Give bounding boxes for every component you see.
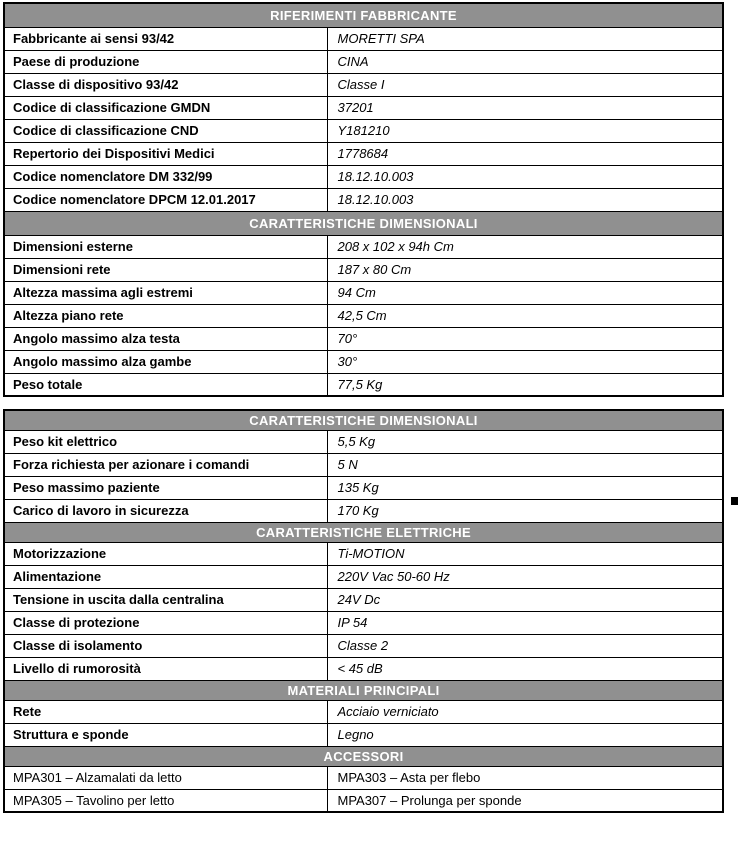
spec-label-cell: Struttura e sponde bbox=[4, 723, 327, 746]
spec-value-cell: 5 N bbox=[327, 453, 723, 476]
spec-label-cell: Codice nomenclatore DM 332/99 bbox=[4, 165, 327, 188]
table-row bbox=[4, 281, 723, 304]
table-row bbox=[4, 766, 723, 789]
spec-label-cell: Carico di lavoro in sicurezza bbox=[4, 499, 327, 522]
table-row bbox=[4, 634, 723, 657]
table-row bbox=[4, 789, 723, 812]
section-header-row bbox=[4, 211, 723, 235]
spec-value-cell: CINA bbox=[327, 50, 723, 73]
spec-label-cell: Peso totale bbox=[4, 373, 327, 396]
accessory-cell-right: MPA307 – Prolunga per sponde bbox=[327, 789, 723, 812]
table-row bbox=[4, 565, 723, 588]
section-header-caratteristiche-dimensionali: CARATTERISTICHE DIMENSIONALI bbox=[4, 410, 723, 430]
spec-value-cell: IP 54 bbox=[327, 611, 723, 634]
spec-label-cell: Codice di classificazione CND bbox=[4, 119, 327, 142]
spec-value-cell: 42,5 Cm bbox=[327, 304, 723, 327]
table-row bbox=[4, 657, 723, 680]
spec-value-cell: Acciaio verniciato bbox=[327, 700, 723, 723]
table-row bbox=[4, 588, 723, 611]
table-row bbox=[4, 119, 723, 142]
spec-value-cell: Classe 2 bbox=[327, 634, 723, 657]
table-row bbox=[4, 235, 723, 258]
table-row bbox=[4, 50, 723, 73]
accessory-cell-right: MPA303 – Asta per flebo bbox=[327, 766, 723, 789]
spec-label-cell: Peso kit elettrico bbox=[4, 430, 327, 453]
section-header-row bbox=[4, 746, 723, 766]
spec-value-cell: 18.12.10.003 bbox=[327, 165, 723, 188]
spec-value-cell: 94 Cm bbox=[327, 281, 723, 304]
spec-value-cell: 208 x 102 x 94h Cm bbox=[327, 235, 723, 258]
spec-label-cell: Classe di dispositivo 93/42 bbox=[4, 73, 327, 96]
spec-value-cell: Classe I bbox=[327, 73, 723, 96]
spec-value-cell: 70° bbox=[327, 327, 723, 350]
spec-value-cell: Ti-MOTION bbox=[327, 542, 723, 565]
spec-label-cell: Fabbricante ai sensi 93/42 bbox=[4, 27, 327, 50]
spec-label-cell: Classe di isolamento bbox=[4, 634, 327, 657]
section-header-caratteristiche-elettriche: CARATTERISTICHE ELETTRICHE bbox=[4, 522, 723, 542]
spec-label-cell: Dimensioni esterne bbox=[4, 235, 327, 258]
spec-label-cell: Livello di rumorosità bbox=[4, 657, 327, 680]
spec-label-cell: Codice nomenclatore DPCM 12.01.2017 bbox=[4, 188, 327, 211]
spec-label-cell: Repertorio dei Dispositivi Medici bbox=[4, 142, 327, 165]
spec-value-cell: 220V Vac 50-60 Hz bbox=[327, 565, 723, 588]
spec-label-cell: Classe di protezione bbox=[4, 611, 327, 634]
table-row bbox=[4, 499, 723, 522]
table-row bbox=[4, 373, 723, 396]
spec-label-cell: Altezza piano rete bbox=[4, 304, 327, 327]
table-caratteristiche-materiali-accessori bbox=[3, 409, 724, 813]
section-header-materiali-principali: MATERIALI PRINCIPALI bbox=[4, 680, 723, 700]
spec-label-cell: Rete bbox=[4, 700, 327, 723]
section-header-caratteristiche-dimensionali: CARATTERISTICHE DIMENSIONALI bbox=[4, 211, 723, 235]
table-row bbox=[4, 453, 723, 476]
spec-label-cell: Altezza massima agli estremi bbox=[4, 281, 327, 304]
table-row bbox=[4, 476, 723, 499]
table-row bbox=[4, 542, 723, 565]
spec-value-cell: 77,5 Kg bbox=[327, 373, 723, 396]
table-row bbox=[4, 258, 723, 281]
accessory-cell-left: MPA305 – Tavolino per letto bbox=[4, 789, 327, 812]
table-row bbox=[4, 188, 723, 211]
spec-label-cell: Dimensioni rete bbox=[4, 258, 327, 281]
spec-label-cell: Tensione in uscita dalla centralina bbox=[4, 588, 327, 611]
table-row bbox=[4, 304, 723, 327]
spec-label-cell: Codice di classificazione GMDN bbox=[4, 96, 327, 119]
table-row bbox=[4, 611, 723, 634]
accessory-cell-left: MPA301 – Alzamalati da letto bbox=[4, 766, 327, 789]
section-header-row bbox=[4, 410, 723, 430]
spec-value-cell: MORETTI SPA bbox=[327, 27, 723, 50]
spec-value-cell: Y181210 bbox=[327, 119, 723, 142]
spec-value-cell: 24V Dc bbox=[327, 588, 723, 611]
spec-value-cell: < 45 dB bbox=[327, 657, 723, 680]
table-row bbox=[4, 430, 723, 453]
spec-value-cell: 5,5 Kg bbox=[327, 430, 723, 453]
table-row bbox=[4, 723, 723, 746]
spec-value-cell: 170 Kg bbox=[327, 499, 723, 522]
table-row bbox=[4, 96, 723, 119]
table-row bbox=[4, 700, 723, 723]
table-row bbox=[4, 73, 723, 96]
spec-label-cell: Motorizzazione bbox=[4, 542, 327, 565]
table-row bbox=[4, 327, 723, 350]
spec-value-cell: 135 Kg bbox=[327, 476, 723, 499]
spec-value-cell: 18.12.10.003 bbox=[327, 188, 723, 211]
spec-label-cell: Paese di produzione bbox=[4, 50, 327, 73]
section-header-row bbox=[4, 680, 723, 700]
section-header-row bbox=[4, 522, 723, 542]
section-header-accessori: ACCESSORI bbox=[4, 746, 723, 766]
table-row bbox=[4, 142, 723, 165]
section-header-riferimenti-fabbricante: RIFERIMENTI FABBRICANTE bbox=[4, 3, 723, 27]
spec-value-cell: 187 x 80 Cm bbox=[327, 258, 723, 281]
table-row bbox=[4, 27, 723, 50]
table-row bbox=[4, 350, 723, 373]
page-edge-artifact bbox=[731, 497, 738, 505]
spec-label-cell: Angolo massimo alza gambe bbox=[4, 350, 327, 373]
spec-value-cell: 30° bbox=[327, 350, 723, 373]
spec-label-cell: Forza richiesta per azionare i comandi bbox=[4, 453, 327, 476]
spec-label-cell: Peso massimo paziente bbox=[4, 476, 327, 499]
table-row bbox=[4, 165, 723, 188]
spec-value-cell: Legno bbox=[327, 723, 723, 746]
section-header-row bbox=[4, 3, 723, 27]
spec-value-cell: 37201 bbox=[327, 96, 723, 119]
spec-label-cell: Angolo massimo alza testa bbox=[4, 327, 327, 350]
spec-value-cell: 1778684 bbox=[327, 142, 723, 165]
table-riferimenti-fabbricante-e-dimensioni bbox=[3, 2, 724, 397]
spec-label-cell: Alimentazione bbox=[4, 565, 327, 588]
